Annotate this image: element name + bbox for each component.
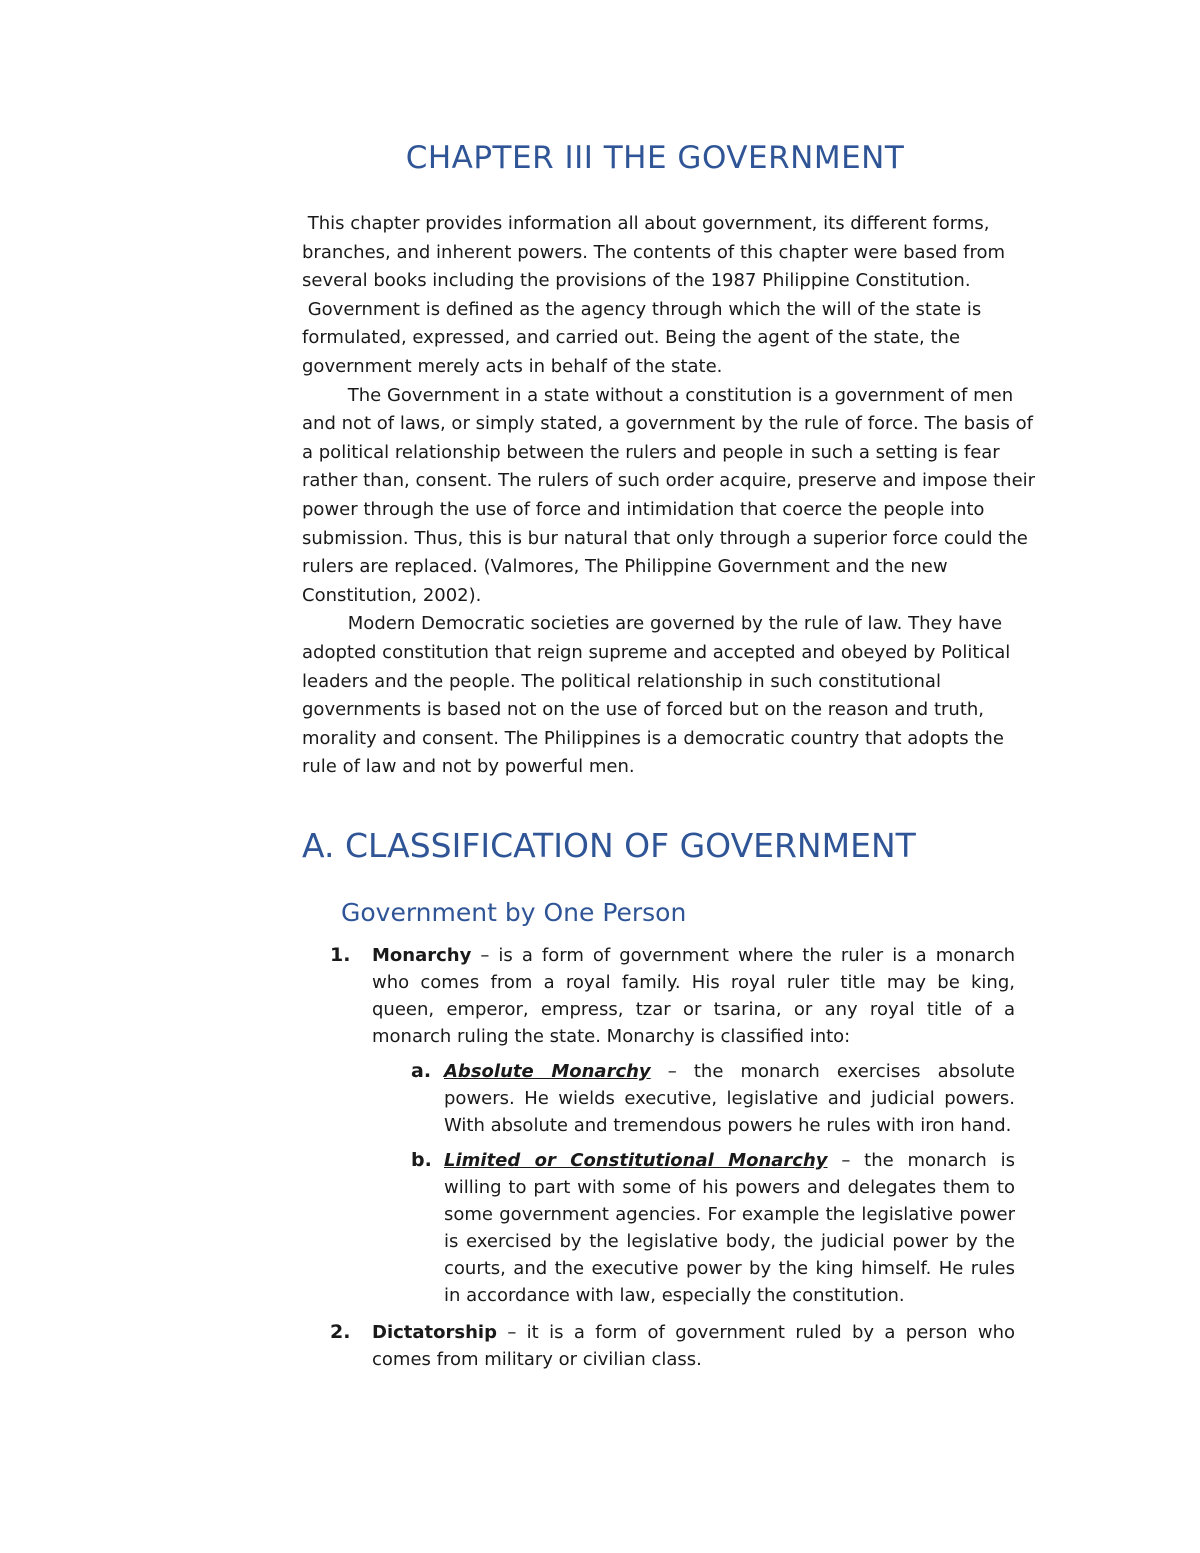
sub-heading: Government by One Person (341, 898, 687, 927)
list-number: 2. (330, 1321, 351, 1343)
text-line: Modern Democratic societies are governed by the rule of law. They have (302, 613, 1003, 635)
text-line: a political relationship between the rulers and people in such a setting is fear (302, 441, 1000, 463)
subitem-limited-monarchy (411, 1147, 1015, 1309)
text-line: The Government in a state without a constitution is a government of men (302, 384, 1014, 406)
list-number: 1. (330, 944, 351, 966)
sub-letter: b. (411, 1149, 432, 1171)
text-line: government merely acts in behalf of the state. (302, 355, 723, 377)
text-line: Government is defined as the agency through which the will of the state is (302, 298, 982, 320)
term-limited-monarchy: Limited or Constitutional Monarchy (444, 1150, 828, 1171)
subitem-description: – the monarch exercises absolute powers. He wields executive, legislative and judicial powers. With absolute and tremendous powers he rules with iron hand. (444, 1061, 1016, 1136)
term-dictatorship: Dictatorship (372, 1322, 497, 1343)
text-line: rule of law and not by powerful men. (302, 756, 635, 778)
text-line: rulers are replaced. (Valmores, The Philippine Government and the new (302, 556, 948, 578)
subitem-absolute-monarchy (411, 1058, 1016, 1139)
text-line: power through the use of force and intimidation that coerce the people into (302, 498, 985, 520)
text-line: branches, and inherent powers. The contents of this chapter were based from (302, 241, 1006, 263)
text-line: morality and consent. The Philippines is a democratic country that adopts the (302, 727, 1004, 749)
chapter-title: CHAPTER III THE GOVERNMENT (405, 140, 905, 176)
intro-paragraph-1 (302, 210, 1022, 382)
text-line: formulated, expressed, and carried out. Being the agent of the state, the (302, 327, 961, 349)
list-item-monarchy (330, 942, 1016, 1309)
intro-paragraph-2 (302, 382, 1036, 782)
sub-letter: a. (411, 1060, 432, 1082)
text-line: governments is based not on the use of forced but on the reason and truth, (302, 699, 985, 721)
text-line: rather than, consent. The rulers of such order acquire, preserve and impose their (302, 470, 1036, 492)
text-line: adopted constitution that reign supreme and accepted and obeyed by Political (302, 641, 1011, 663)
subitem-description: – the monarch is willing to part with some of his powers and delegates them to some government agencies. For example the legislative power is exercised by the legislative body, the judicial power by the courts, and the executive power by the king himself. He rules in accordance with law, especially the constitution. (444, 1150, 1015, 1306)
intro-text (302, 210, 1036, 782)
item-description: – it is a form of government ruled by a person who comes from military or civilian class. (372, 1322, 1015, 1370)
classification-list (330, 942, 1016, 1373)
term-monarchy: Monarchy (372, 945, 472, 966)
text-line: Constitution, 2002). (302, 584, 482, 606)
section-heading: A. CLASSIFICATION OF GOVERNMENT (302, 826, 916, 865)
text-line: and not of laws, or simply stated, a government by the rule of force. The basis of (302, 413, 1033, 435)
item-description: – is a form of government where the ruler is a monarch who comes from a royal family. His royal ruler title may be king, queen, emperor, empress, tzar or tsarina, or any royal title of a monarch ruling the state. Monarchy is classified into: (372, 945, 1015, 1047)
text-line: submission. Thus, this is bur natural that only through a superior force could the (302, 527, 1028, 549)
text-line: leaders and the people. The political relationship in such constitutional (302, 670, 941, 692)
list-item-dictatorship (330, 1319, 1015, 1373)
text-line: This chapter provides information all about government, its different forms, (302, 213, 990, 234)
text-line: several books including the provisions of the 1987 Philippine Constitution. (302, 270, 971, 292)
monarchy-sublist (411, 1058, 1016, 1309)
term-absolute-monarchy: Absolute Monarchy (444, 1061, 651, 1082)
